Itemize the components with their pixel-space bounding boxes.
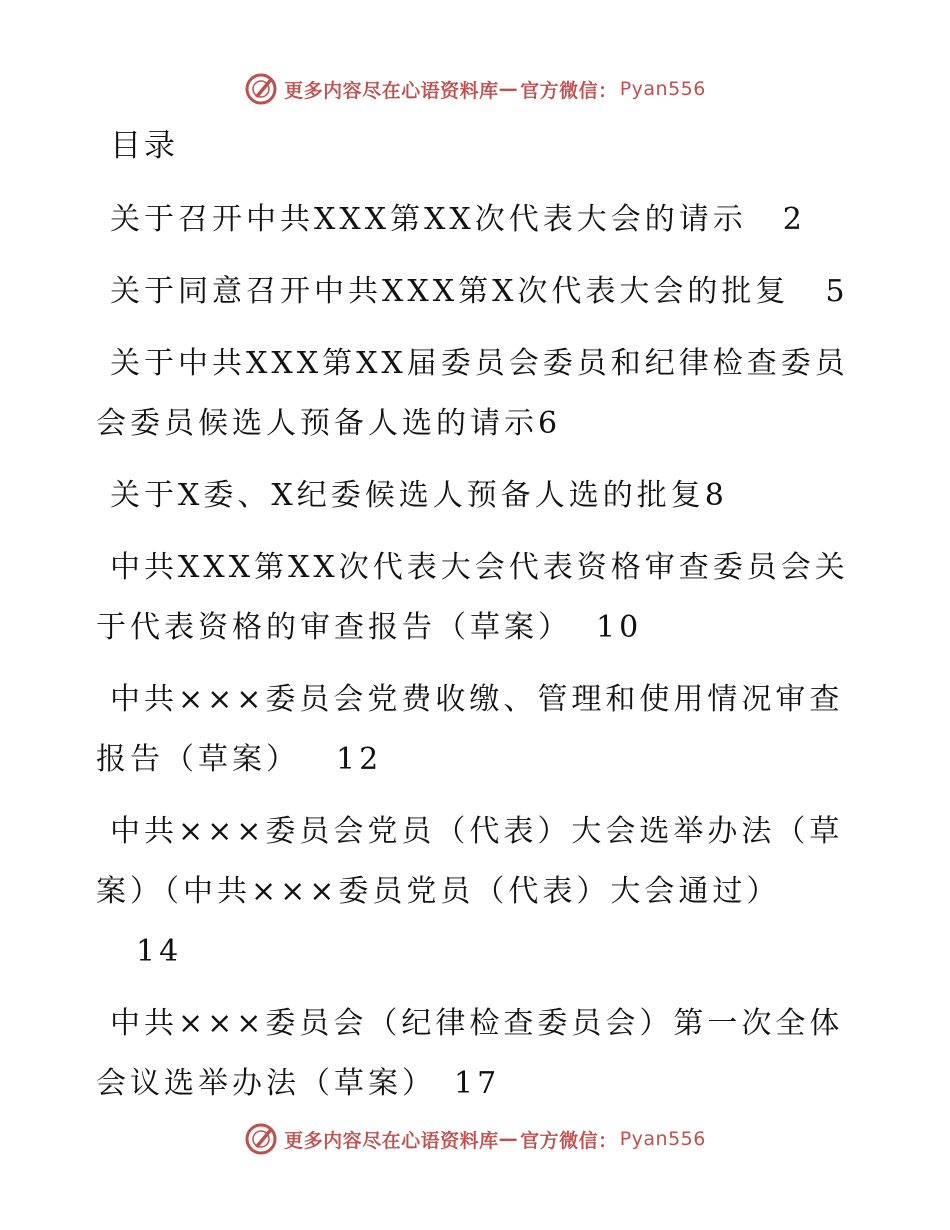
toc-entry-page: 10: [596, 610, 643, 645]
toc-entry-page: 5: [825, 274, 849, 309]
toc-entry-title: 关于X委、X纪委候选人预备人选的批复: [110, 478, 705, 513]
toc-entry[interactable]: [96, 538, 856, 658]
watermark-wechat-label: 官方微信：: [520, 1129, 618, 1152]
toc-entry-title: 中共XXX第XX次代表大会代表资格审查委员会关于代表资格的审查报告（草案）: [96, 550, 849, 645]
toc-entry[interactable]: [96, 466, 856, 526]
toc-entry-page: 6: [538, 406, 562, 441]
toc-entry[interactable]: [96, 670, 856, 790]
watermark-text: 更多内容尽在心语资料库: [284, 79, 499, 102]
toc-entry[interactable]: [96, 262, 856, 322]
watermark-dash: —: [498, 78, 519, 100]
toc-entry-title: 中共×××委员会（纪律检查委员会）第一次全体会议选举办法（草案）: [96, 1006, 844, 1101]
toc-entry-title: 关于同意召开中共XXX第X次代表大会的批复: [110, 274, 790, 309]
toc-entry-title: 关于召开中共XXX第XX次代表大会的请示: [110, 202, 747, 237]
watermark-dash: —: [498, 1128, 519, 1150]
toc-entry[interactable]: [96, 802, 856, 982]
toc-entry-page: 2: [782, 202, 806, 237]
quill-logo-icon: [244, 72, 278, 106]
toc-entry-page: 12: [336, 742, 383, 777]
toc-entry[interactable]: [96, 994, 856, 1114]
toc-entry-page: 17: [454, 1066, 501, 1101]
header-watermark: [0, 72, 950, 106]
toc-entry[interactable]: [96, 334, 856, 454]
watermark-text: 更多内容尽在心语资料库: [284, 1129, 499, 1152]
toc-entry-page: 14: [136, 934, 183, 969]
toc-entry[interactable]: [96, 190, 856, 250]
quill-logo-icon: [244, 1122, 278, 1156]
toc-entry-title: 中共×××委员会党员（代表）大会选举办法（草案）（中共×××委员党员（代表）大会通过）: [96, 814, 844, 909]
toc-entry-title: 关于中共XXX第XX届委员会委员和纪律检查委员会委员候选人预备人选的请示: [96, 346, 849, 441]
footer-watermark: [0, 1122, 950, 1156]
watermark-wechat-id: Pyan556: [619, 1128, 706, 1150]
watermark-wechat-label: 官方微信：: [520, 79, 618, 102]
watermark-wechat-id: Pyan556: [619, 78, 706, 100]
table-of-contents: [96, 118, 856, 1126]
toc-entry-page: 8: [704, 478, 728, 513]
toc-entry-title: 中共×××委员会党费收缴、管理和使用情况审查报告（草案）: [96, 682, 844, 777]
toc-title: 目录: [110, 128, 178, 164]
